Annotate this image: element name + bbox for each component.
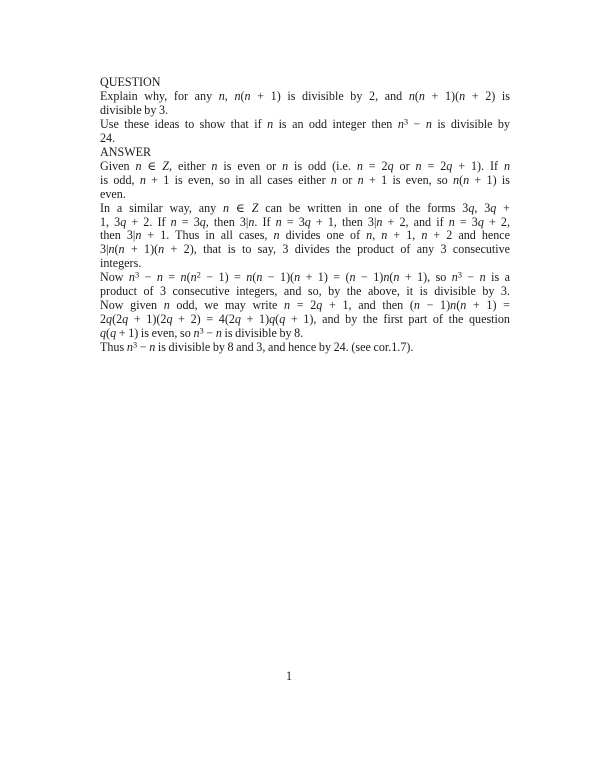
answer-heading: ANSWER xyxy=(100,144,152,159)
question-heading: QUESTION xyxy=(100,75,161,89)
answer-text-line: 1, 3q + 2. If n = 3q, then 3|n. If n = 3q + 1, then 3|n + 2, and if n = 3q + 2, xyxy=(100,214,510,229)
question-text-line: 24. xyxy=(100,130,116,145)
page-number: 1 xyxy=(285,669,293,683)
answer-text-line: 2q(2q + 1)(2q + 2) = 4(2q + 1)q(q + 1), and by the first part of the question xyxy=(100,312,510,327)
answer-text-line: 3|n(n + 1)(n + 2), that is to say, 3 divides the product of any 3 consecutive xyxy=(100,242,511,257)
answer-text-line: Thus $n^3 - n$ is divisible by 8 and 3, and hence by 24. (see cor.1.7). xyxy=(100,339,414,355)
answer-text-line: product of 3 consecutive integers, and so, by the above, it is divisible by 3. xyxy=(100,284,510,299)
answer-text-line: Given n ∈ Z, either n is even or n is odd (i.e. n = 2q or n = 2q + 1). If n xyxy=(100,158,510,173)
answer-text-line: q(q + 1) is even, so $n^3 - n$ is divisible by 8. xyxy=(100,325,304,341)
answer-text-line: then 3|n + 1. Thus in all cases, n divides one of n, n + 1, n + 2 and hence xyxy=(100,228,511,243)
answer-text-line: even. xyxy=(100,186,126,201)
question-text-line: Use these ideas to show that if n is an odd integer then $n^3 - n$ is divisible by xyxy=(100,116,511,131)
answer-text-line: In a similar way, any n ∈ Z can be written in one of the forms 3q, 3q + xyxy=(100,200,510,215)
question-text-line: Explain why, for any n, n(n + 1) is divisible by 2, and n(n + 1)(n + 2) is xyxy=(100,88,510,103)
answer-text-line: integers. xyxy=(100,256,142,271)
answer-text-line: Now $n^3 - n = n(n^2 - 1) = n(n - 1)(n + 1) = (n - 1)n(n + 1)$, so $n^3 - n$ is a xyxy=(100,269,510,285)
document-text xyxy=(100,76,510,355)
answer-text-line: is odd, n + 1 is even, so in all cases either n or n + 1 is even, so n(n + 1) is xyxy=(100,172,510,187)
answer-text-line: Now given n odd, we may write n = 2q + 1, and then (n − 1)n(n + 1) = xyxy=(100,298,510,313)
question-text-line: divisible by 3. xyxy=(100,102,169,117)
